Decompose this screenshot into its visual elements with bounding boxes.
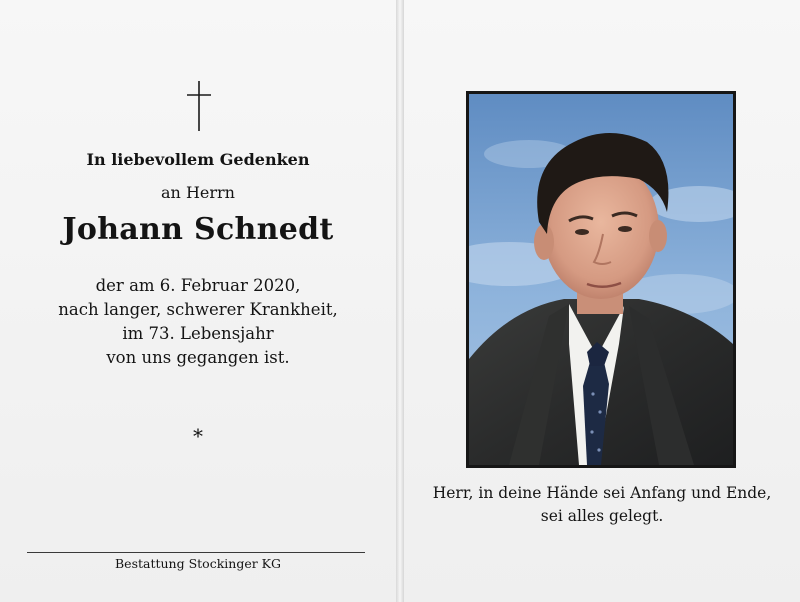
portrait-photo bbox=[466, 91, 736, 468]
body-line-1: der am 6. Februar 2020, bbox=[95, 276, 301, 295]
funeral-home-footer: Bestattung Stockinger KG bbox=[114, 556, 281, 571]
birth-star-symbol: * bbox=[193, 424, 203, 448]
footer-divider bbox=[27, 552, 365, 553]
body-line-3: im 73. Lebensjahr bbox=[122, 324, 274, 343]
caption-line-2: sei alles gelegt. bbox=[540, 507, 664, 525]
caption-line-1: Herr, in deine Hände sei Anfang und Ende, bbox=[432, 484, 772, 502]
body-line-4: von uns gegangen ist. bbox=[106, 348, 290, 367]
body-line-2: nach langer, schwerer Krankheit, bbox=[58, 300, 338, 319]
portrait-image bbox=[469, 94, 733, 465]
cross-icon bbox=[185, 80, 213, 132]
memorial-heading: In liebevollem Gedenken bbox=[86, 150, 310, 169]
left-card bbox=[0, 0, 396, 602]
card-fold bbox=[396, 0, 404, 602]
deceased-name: Johann Schnedt bbox=[62, 212, 334, 247]
salutation: an Herrn bbox=[161, 183, 235, 202]
